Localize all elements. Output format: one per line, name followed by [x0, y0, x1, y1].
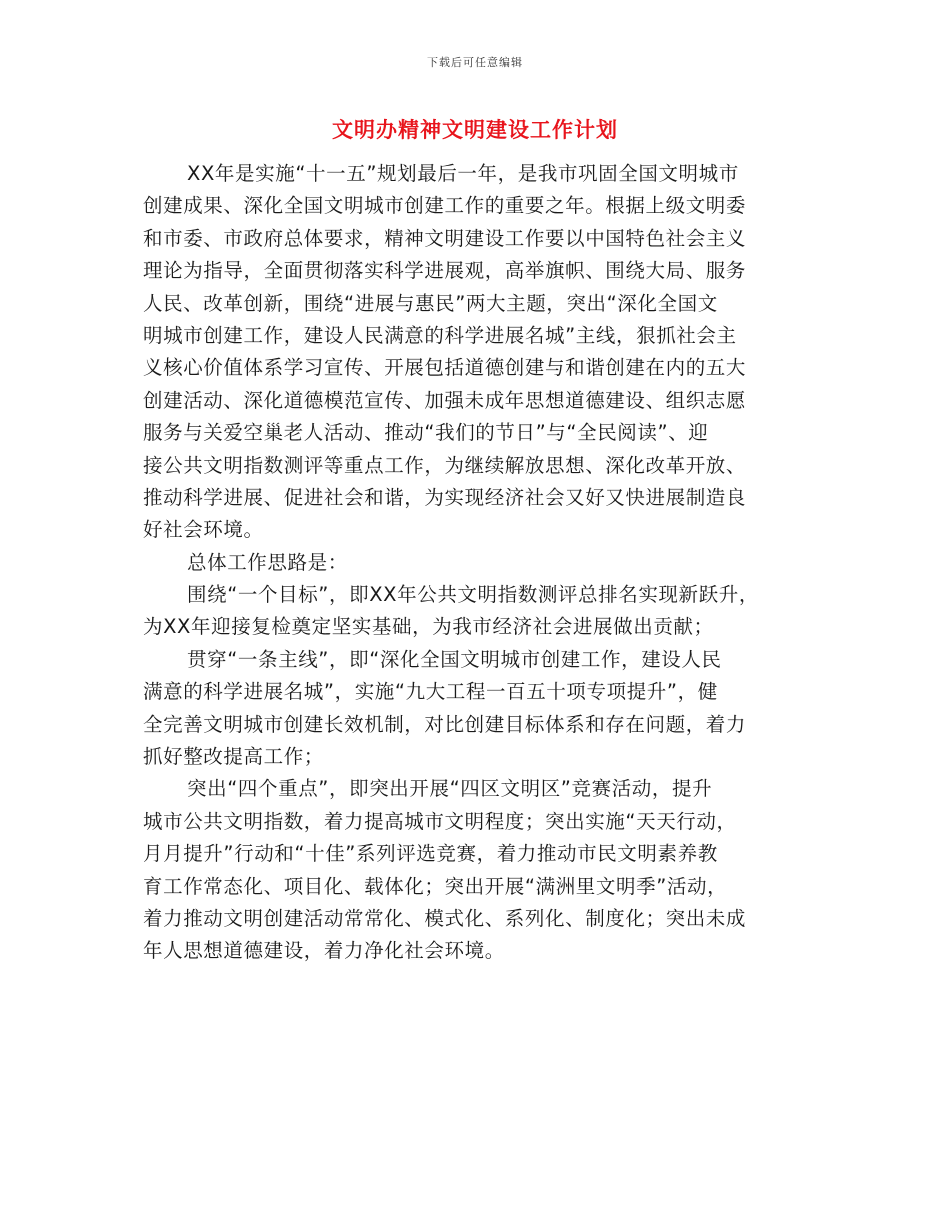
body-line: 年人思想道德建设，着力净化社会环境。 — [143, 939, 505, 963]
body-line: 接公共文明指数测评等重点工作，为继续解放思想、深化改革开放、 — [143, 453, 747, 477]
body-line: 全完善文明城市创建长效机制，对比创建目标体系和存在问题，着力 — [143, 712, 747, 736]
document-title: 文明办精神文明建设工作计划 — [332, 118, 618, 142]
body-line: 城市公共文明指数，着力提高城市文明程度；突出实施“天天行动， — [143, 809, 737, 833]
body-line: 理论为指导，全面贯彻落实科学进展观，高举旗帜、围绕大局、服务 — [143, 259, 747, 283]
body-line: 创建成果、深化全国文明城市创建工作的重要之年。根据上级文明委 — [143, 194, 747, 218]
body-line: 推动科学进展、促进社会和谐，为实现经济社会又好又快进展制造良 — [143, 485, 747, 509]
body-line: 总体工作思路是： — [187, 550, 348, 574]
body-line: 着力推动文明创建活动常常化、模式化、系列化、制度化；突出未成 — [143, 906, 747, 930]
document-body — [143, 158, 813, 968]
body-line: 明城市创建工作，建设人民满意的科学进展名城”主线，狠抓社会主 — [143, 323, 737, 347]
body-line: 突出“四个重点”，即突出开展“四区文明区”竞赛活动，提升 — [187, 777, 713, 801]
body-line: 满意的科学进展名城”，实施“九大工程一百五十项专项提升”，健 — [143, 680, 718, 704]
body-line: 育工作常态化、项目化、载体化；突出开展“满洲里文明季”活动， — [143, 874, 728, 898]
body-line: 抓好整改提高工作； — [143, 745, 324, 769]
body-line: 人民、改革创新，围绕“进展与惠民”两大主题，突出“深化全国文 — [143, 291, 718, 315]
body-line: 围绕“一个目标”，即XX年公共文明指数测评总排名实现新跃升， — [187, 583, 759, 607]
body-line: 好社会环境。 — [143, 518, 264, 542]
body-line: 贯穿“一条主线”，即“深化全国文明城市创建工作，建设人民 — [187, 647, 722, 671]
body-line: 义核心价值体系学习宣传、开展包括道德创建与和谐创建在内的五大 — [143, 356, 747, 380]
page-header-note: 下载后可任意编辑 — [427, 56, 523, 69]
body-line: 服务与关爱空巢老人活动、推动“我们的节日”与“全民阅读”、迎 — [143, 421, 709, 445]
body-line: 创建活动、深化道德模范宣传、加强未成年思想道德建设、组织志愿 — [143, 388, 747, 412]
body-line: XX年是实施“十一五”规划最后一年，是我市巩固全国文明城市 — [187, 162, 739, 185]
body-line: 月月提升”行动和“十佳”系列评选竞赛，着力推动市民文明素养教 — [143, 842, 718, 866]
body-line: 为XX年迎接复检奠定坚实基础，为我市经济社会进展做出贡献； — [143, 615, 714, 639]
body-line: 和市委、市政府总体要求，精神文明建设工作要以中国特色社会主义 — [143, 226, 747, 250]
